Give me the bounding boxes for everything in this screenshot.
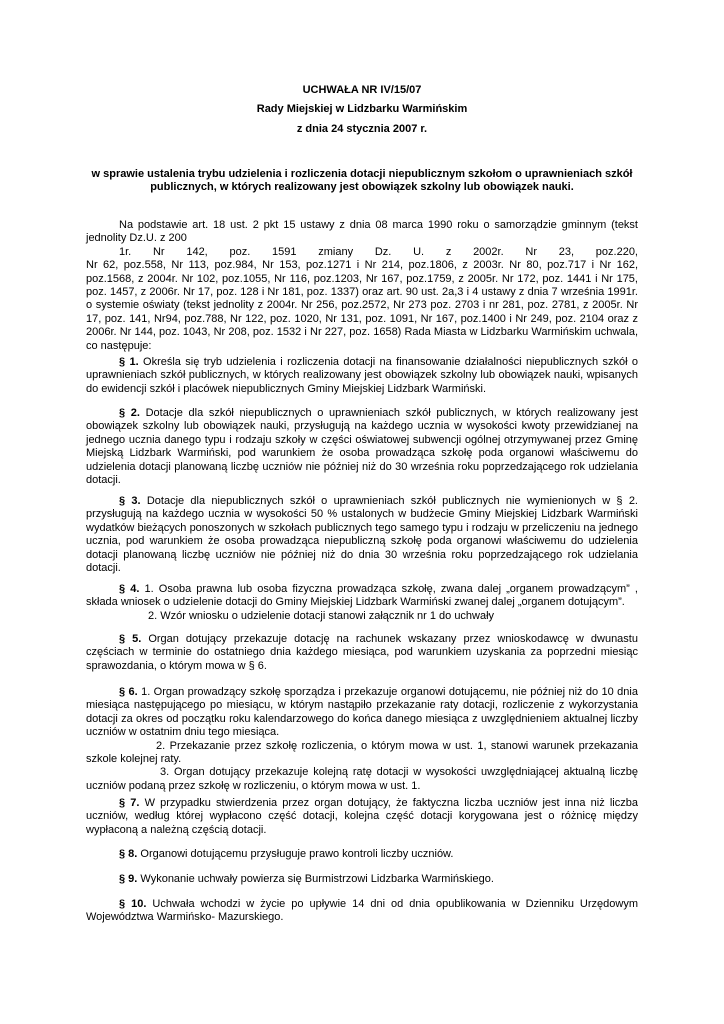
section-7-text: W przypadku stwierdzenia przez organ dotujący, że faktyczna liczba uczniów jest inna niż liczba uczniów, według której wypłacono część dotacji, kolejna część dotacji korygowana jest o różnicę między wypłaconą a należną częścią dotacji.: [86, 797, 638, 836]
section-1-number: § 1.: [119, 356, 139, 368]
section-9-number: § 9.: [119, 873, 138, 885]
section-6-par-3: 3. Organ dotujący przekazuje kolejną ratę dotacji w wysokości uwzględniającej aktualną liczbę uczniów podaną przez szkołę w rozliczeniu, o którym mowa w ust. 1.: [86, 766, 638, 792]
section-7-number: § 7.: [119, 797, 140, 809]
preamble-part-3: Nr 62, poz.558, Nr 113, poz.984, Nr 153, poz.1271 i Nr 214, poz.1806, z 2003r. Nr 80, poz.717 i Nr 162, poz.1568, z 2004r. Nr 102, poz.1055, Nr 116, poz.1203, Nr 167, poz.1759, z 2005r. Nr 172, poz. 1441 i Nr 175, poz. 1457, z 2006r. Nr 17, poz. 128 i Nr 181, poz. 1337) oraz art. 90 ust. 2a,3 i 4 ustawy z dnia 7 września 1991r. o systemie oświaty (tekst jednolity z 2004r. Nr 256, poz.2572, Nr 273 poz. 2703 i nr 281, poz. 2781, z 2005r. Nr 17, poz. 141, Nr94, poz.788, Nr 122, poz. 1020, Nr 131, poz. 1091, Nr 167, poz.1400 i Nr 249, poz. 2104 oraz z 2006r. Nr 144, poz. 1043, Nr 208, poz. 1532 i Nr 227, poz. 1658) Rada Miasta w Lidzbarku Warmińskim uchwala, co następuje:: [86, 259, 638, 352]
section-6-text-1: 1. Organ prowadzący szkołę sporządza i przekazuje organowi dotującemu, nie później niż do 10 dnia miesiąca następującego po miesiącu, w którym nastąpiło przekazanie raty dotacji, rozliczenie z wykorzystania dotacji za okres od początku roku kalendarzowego do końca danego miesiąca z uwzględnieniem aktualnej liczby uczniów w ostatnim dniu tego miesiąca.: [86, 686, 638, 739]
section-10: [86, 898, 638, 925]
section-7: [86, 797, 638, 837]
section-1-text: Określa się tryb udzielenia i rozliczenia dotacji na finansowanie działalności niepublicznych szkół o uprawnieniach szkół publicznych, w których realizowany jest obowiązek szkolny lub obowiązek nauki, wpisanych do ewidencji szkół i placówek niepublicznych Gminy Miejskiej Lidzbark Warmiński.: [86, 356, 638, 395]
section-5-text: Organ dotujący przekazuje dotację na rachunek wskazany przez wnioskodawcę w dwunastu częściach w terminie do ostatniego dnia każdego miesiąca, pod warunkiem uzyskania za poprzedni miesiąc sprawozdania, o którym mowa w § 6.: [86, 633, 638, 672]
preamble: [86, 219, 638, 353]
resolution-subject: w sprawie ustalenia trybu udzielenia i rozliczenia dotacji niepublicznym szkołom o uprawnieniach szkół publicznych, w których realizowany jest obowiązek szkolny lub obowiązek nauki.: [91, 168, 633, 194]
preamble-part-1: Na podstawie art. 18 ust. 2 pkt 15 ustawy z dnia 08 marca 1990 roku o samorządzie gminnym (tekst jednolity Dz.U. z 200: [86, 219, 638, 245]
section-2: [86, 407, 638, 487]
section-9: [86, 873, 638, 886]
section-10-number: § 10.: [119, 898, 147, 910]
section-3: [86, 495, 638, 575]
section-2-text: Dotacje dla szkół niepublicznych o uprawnieniach szkół publicznych, w których realizowany jest obowiązek szkolny lub obowiązek nauki, przysługują na każdego ucznia w wysokości kwoty przewidzianej na jednego ucznia danego typu i rodzaju szkoły w części oświatowej subwencji ogólnej otrzymywanej przez Gminę Miejską Lidzbark Warmiński, pod warunkiem że osoba prowadząca szkołę poda organowi właściwemu do udzielenia dotacji planowaną liczbę uczniów nie później niż do 30 września roku poprzedzającego rok udzielania dotacji.: [86, 407, 638, 487]
section-4-number: § 4.: [119, 583, 140, 595]
section-6-number: § 6.: [119, 686, 138, 698]
section-9-text: Wykonanie uchwały powierza się Burmistrzowi Lidzbarka Warmińskiego.: [137, 873, 494, 885]
section-4-text-1: 1. Osoba prawna lub osoba fizyczna prowadząca szkołę, zwana dalej „organem prowadzącym” , składa wniosek o udzielenie dotacji do Gminy Miejskiej Lidzbark Warmiński zwanej dalej „organem dotującym”.: [86, 583, 638, 609]
section-4: [86, 583, 638, 623]
section-8-text: Organowi dotującemu przysługuje prawo kontroli liczby uczniów.: [137, 848, 454, 860]
section-5-number: § 5.: [119, 633, 142, 645]
resolution-title: UCHWAŁA NR IV/15/07: [302, 84, 422, 96]
section-6: [86, 686, 638, 793]
preamble-part-2: 1r. Nr 142, poz. 1591 zmiany Dz. U. z 2002r. Nr 23, poz.220,: [119, 245, 638, 258]
resolution-date: z dnia 24 stycznia 2007 r.: [296, 123, 428, 135]
council-name: Rady Miejskiej w Lidzbarku Warmińskim: [256, 103, 468, 115]
section-1: [86, 356, 638, 396]
section-2-number: § 2.: [119, 407, 140, 419]
section-5: [86, 633, 638, 673]
section-4-par-2: 2. Wzór wniosku o udzielenie dotacji stanowi załącznik nr 1 do uchwały: [148, 609, 495, 622]
section-3-number: § 3.: [119, 495, 141, 507]
section-6-par-1: [86, 686, 638, 740]
section-8: [86, 848, 638, 861]
section-8-number: § 8.: [119, 848, 138, 860]
section-3-text: Dotacje dla niepublicznych szkół o uprawnieniach szkół publicznych nie wymienionych w § 2. przysługują na każdego ucznia w wysokości 50 % ustalonych w budżecie Gminy Miejskiej Lidzbark Warmiński wydatków bieżących ponoszonych w szkołach publicznych tego samego typu i rodzaju w przeliczeniu na jednego ucznia, pod warunkiem że osoba prowadząca niepubliczną szkołę poda organowi właściwemu do udzielenia dotacji planowaną liczbę uczniów nie później niż do dnia 30 września roku poprzedzającego rok udzielania dotacji.: [86, 495, 638, 575]
section-4-par-1: [86, 583, 638, 610]
section-6-par-2: 2. Przekazanie przez szkołę rozliczenia, o którym mowa w ust. 1, stanowi warunek przekazania szkole kolejnej raty.: [86, 739, 638, 766]
section-10-text: Uchwała wchodzi w życie po upływie 14 dni od dnia opublikowania w Dzienniku Urzędowym Województwa Warmińsko- Mazurskiego.: [86, 898, 638, 924]
